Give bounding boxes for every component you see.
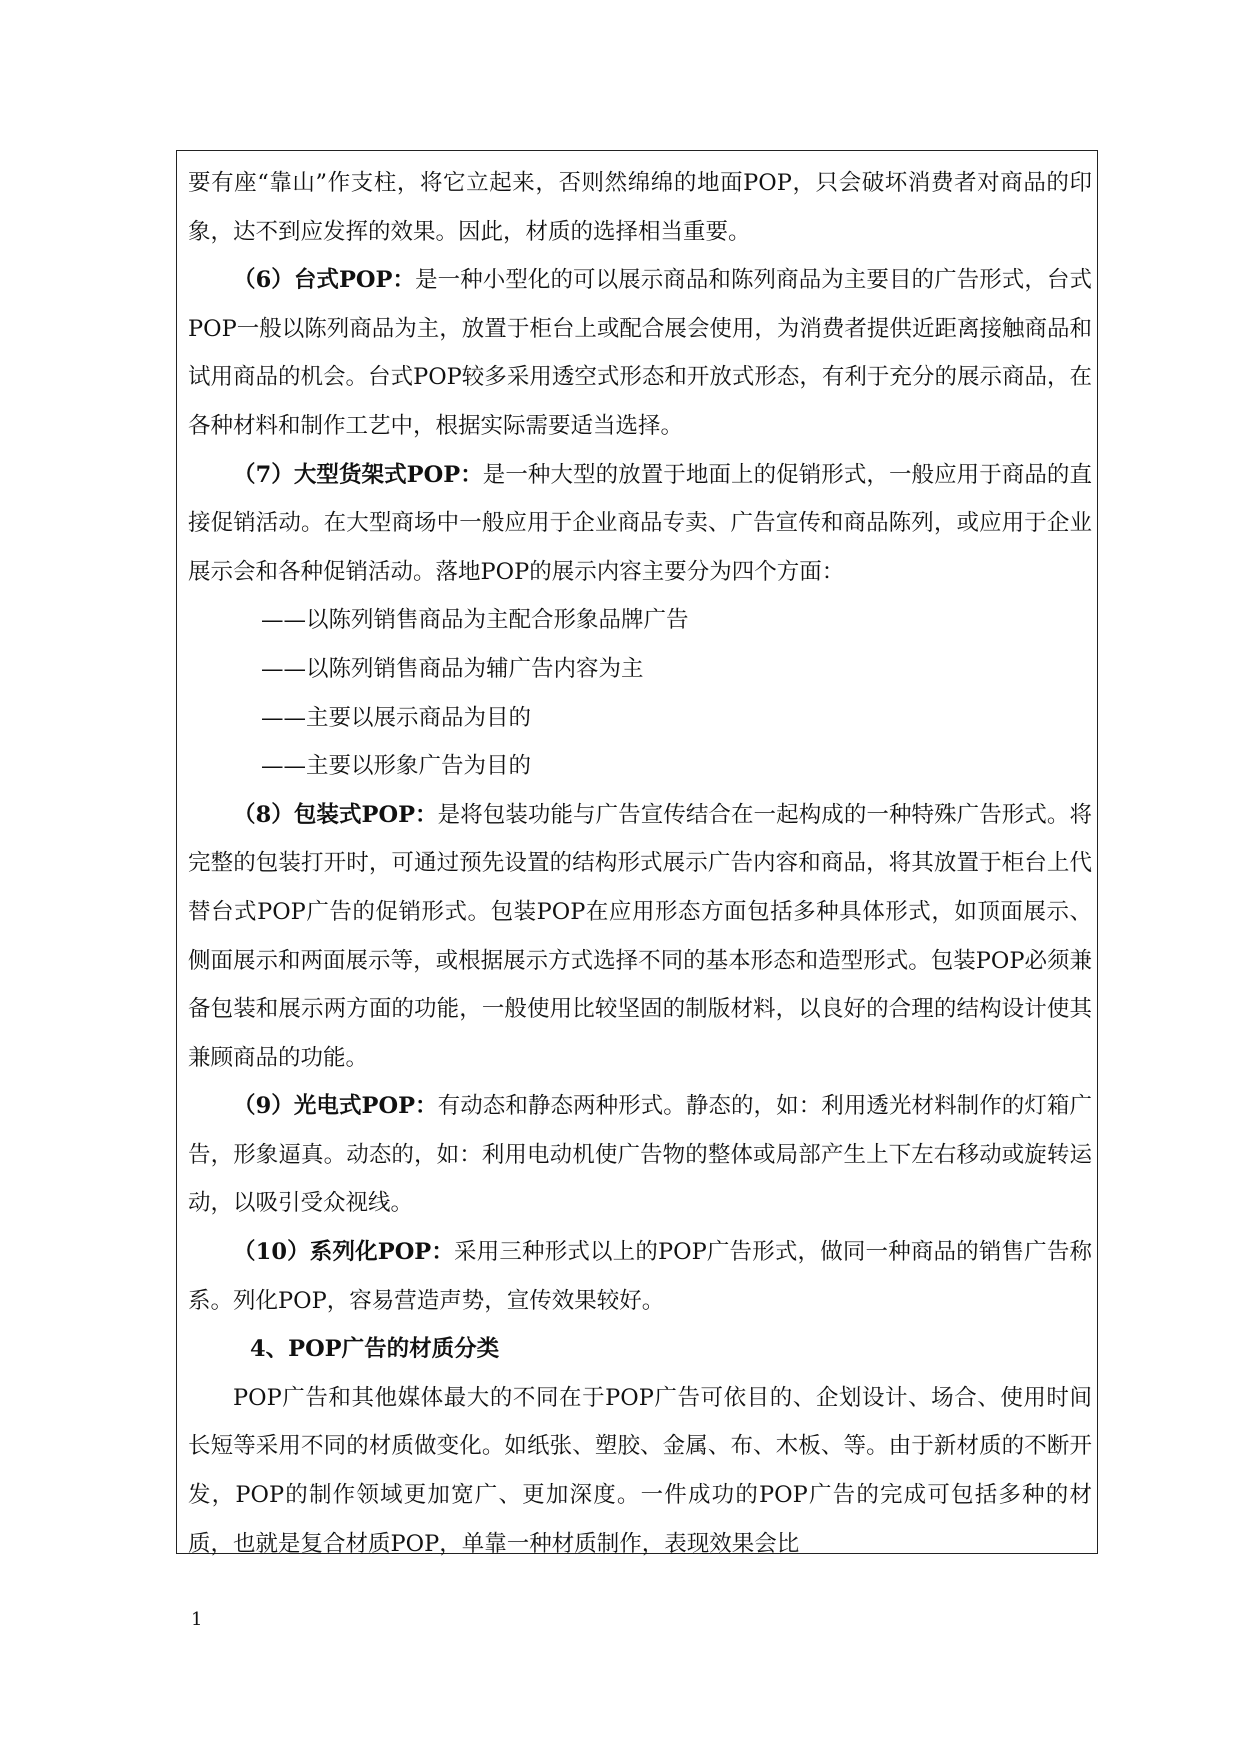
page-number: 1: [191, 1609, 203, 1630]
section-title-package-pop: （8）包装式POP：: [233, 801, 438, 828]
section-title-light-pop: （9）光电式POP：: [233, 1093, 438, 1120]
section-heading-materials: 4、POP广告的材质分类: [250, 1336, 500, 1363]
section-body-package-pop: 是将包装功能与广告宣传结合在一起构成的一种特殊广告形式。将完整的包装打开时，可通过预先设置的结构形式展示广告内容和商品，将其放置于柜台上代替台式POP广告的促销形式。包装POP在应用形态方面包括多种具体形式，如顶面展示、侧面展示和两面展示等，或根据展示方式选择不同的基本形态和造型形式。包装POP必须兼备包装和展示两方面的功能，一般使用比较坚固的制版材料，以良好的合理的结构设计使其兼顾商品的功能。: [188, 801, 1092, 1071]
paragraph-table-pop: [188, 256, 1092, 450]
section-body-series-pop: 采用三种形式以上的POP广告形式，做同一种商品的销售广告称系。列化POP，容易营造声势，宣传效果较好。: [188, 1239, 1092, 1314]
dash-list-item: ——以陈列销售商品为主配合形象品牌广告: [261, 607, 689, 634]
paragraph-shelf-pop: [188, 451, 1092, 597]
document-body: [188, 159, 1092, 1568]
section-title-series-pop: （10）系列化POP：: [233, 1239, 455, 1266]
paragraph-series-pop: [188, 1228, 1092, 1325]
paragraph-materials: POP广告和其他媒体最大的不同在于POP广告可依目的、企划设计、场合、使用时间长短等采用不同的材质做变化。如纸张、塑胶、金属、布、木板、等。由于新材质的不断开发，POP的制作领域更加宽广、更加深度。一件成功的POP广告的完成可包括多种的材质，也就是复合材质POP，单靠一种材质制作，表现效果会比: [188, 1384, 1092, 1557]
paragraph-light-pop: [188, 1082, 1092, 1228]
section-body-shelf-pop: 是一种大型的放置于地面上的促销形式，一般应用于商品的直接促销活动。在大型商场中一般应用于企业商品专卖、广告宣传和商品陈列，或应用于企业展示会和各种促销活动。落地POP的展示内容主要分为四个方面：: [188, 461, 1092, 585]
section-body-light-pop: 有动态和静态两种形式。静态的，如：利用透光材料制作的灯箱广告，形象逼真。动态的，如：利用电动机使广告物的整体或局部产生上下左右移动或旋转运动，以吸引受众视线。: [188, 1093, 1092, 1217]
section-title-shelf-pop: （7）大型货架式POP：: [233, 461, 483, 488]
section-title-table-pop: （6）台式POP：: [233, 267, 416, 294]
dash-list-item: ——主要以形象广告为目的: [261, 753, 532, 780]
dash-list-item: ——主要以展示商品为目的: [261, 704, 532, 731]
dash-list-item: ——以陈列销售商品为辅广告内容为主: [261, 655, 644, 682]
paragraph-continuation: 要有座“靠山”作支柱，将它立起来，否则然绵绵的地面POP，只会破坏消费者对商品的印象，达不到应发挥的效果。因此，材质的选择相当重要。: [188, 170, 1092, 245]
paragraph-package-pop: [188, 791, 1092, 1083]
section-body-table-pop: 是一种小型化的可以展示商品和陈列商品为主要目的广告形式，台式POP一般以陈列商品为主，放置于柜台上或配合展会使用，为消费者提供近距离接触商品和试用商品的机会。台式POP较多采用透空式形态和开放式形态，有利于充分的展示商品，在各种材料和制作工艺中，根据实际需要适当选择。: [188, 267, 1092, 439]
